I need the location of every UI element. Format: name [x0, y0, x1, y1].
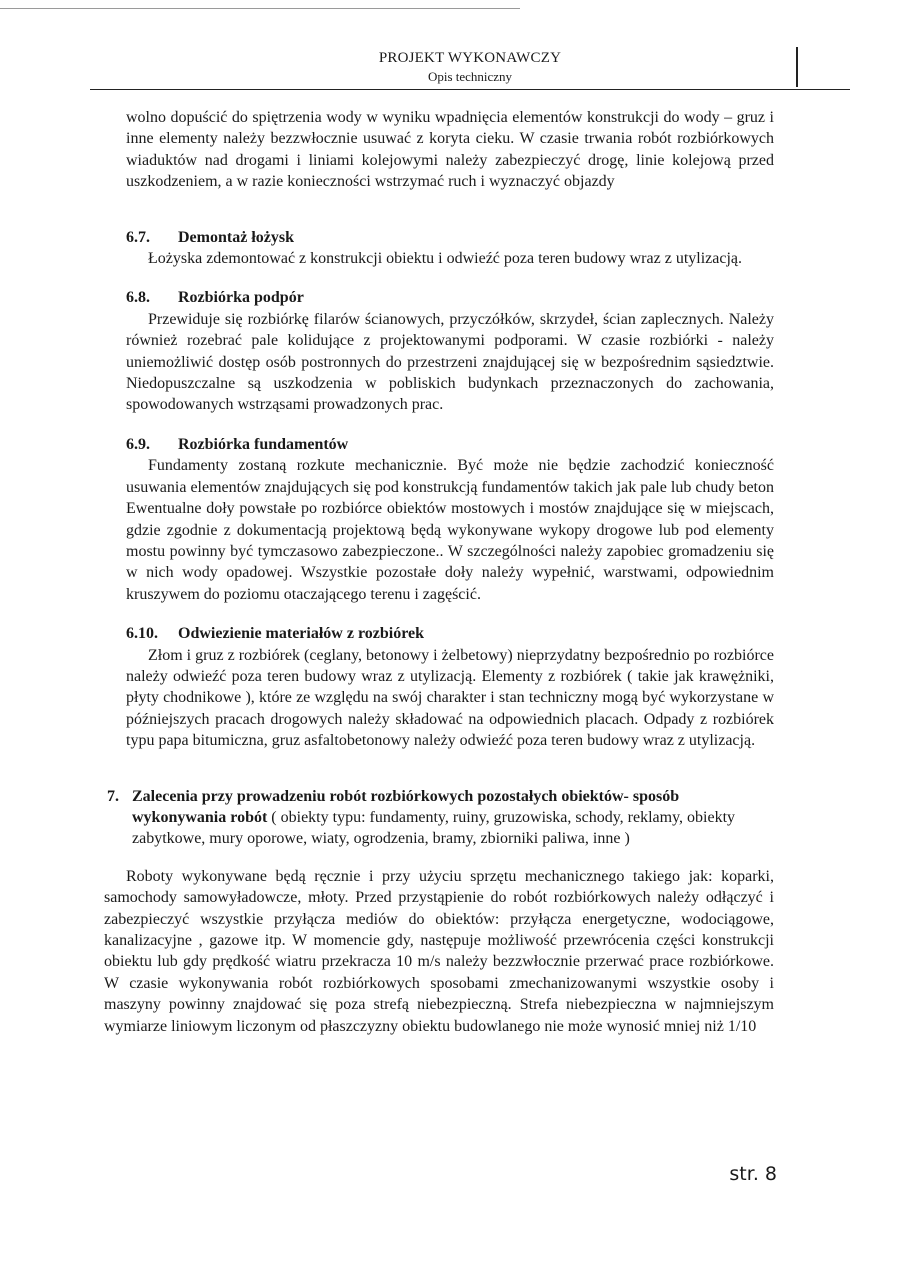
header-vertical-bar [796, 47, 798, 87]
document-body [104, 107, 774, 1037]
chapter-title: Zalecenia przy prowadzeniu robót rozbiórkowych pozostałych obiektów- sposób wykonywania robót [132, 787, 680, 826]
chapter-7 [104, 786, 774, 1037]
section-heading [126, 287, 774, 308]
page-number: str. 8 [729, 1163, 777, 1185]
section-6-7 [126, 227, 774, 270]
section-number: 6.8. [126, 289, 150, 307]
section-title: Rozbiórka podpór [178, 289, 304, 307]
section-6-9 [126, 434, 774, 605]
scan-edge-line [0, 8, 520, 9]
section-6-10 [126, 623, 774, 751]
section-title: Rozbiórka fundamentów [178, 435, 349, 453]
header-rule [90, 89, 850, 90]
page-header [90, 50, 850, 94]
chapter-number: 7. [107, 787, 119, 805]
section-heading [126, 623, 774, 644]
chapter-heading [107, 786, 774, 850]
section-body: Łożyska zdemontować z konstrukcji obiektu i odwieźć poza teren budowy wraz z utylizacją. [148, 250, 742, 268]
section-title: Odwiezienie materiałów z rozbiórek [178, 625, 425, 643]
chapter-body: Roboty wykonywane będą ręcznie i przy użyciu sprzętu mechanicznego takiego jak: koparki, samochody samowyładowcze, młoty. Przed przystąpienie do robót rozbiórkowych należy odłączyć i zabezpieczyć wszystkie przyłącza mediów do obiektów: przyłącza energetyczne, wodociągowe, kanalizacyjne , gazowe itp. W momencie gdy, następuje możliwość przewrócenia części konstrukcji obiektu lub gdy prędkość wiatru przekracza 10 m/s należy bezzwłocznie przerwać prace rozbiórkowe. W czasie wykonywania robót rozbiórkowych sposobami zmechanizowanymi wszystkie osoby i maszyny powinny znajdować się poza strefą niebezpieczną. Strefa niebezpieczna w najmniejszym wymiarze liniowym liczonym od płaszczyzny obiektu budowlanego nie może wynosić mniej niż 1/10 [104, 867, 774, 1035]
intro-paragraph: wolno dopuścić do spiętrzenia wody w wyniku wpadnięcia elementów konstrukcji do wody – gruz i inne elementy należy bezzwłocznie usuwać z koryta cieku. W czasie trwania robót rozbiórkowych wiaduktów nad drogami i liniami kolejowymi należy zabezpieczyć drogę, linie kolejową przed uszkodzeniem, a w razie konieczności wstrzymać ruch i wyznaczyć objazdy [126, 109, 774, 191]
section-body: Złom i gruz z rozbiórek (ceglany, betonowy i żelbetowy) nieprzydatny bezpośrednio po rozbiórce należy odwieźć poza teren budowy wraz z utylizacją. Elementy z rozbiórek ( takie jak krawężniki, płyty chodnikowe ), które ze względu na swój charakter i stan techniczny mogą być wykorzystane w późniejszych pracach drogowych należy składować na odpowiednich placach. Odpady z rozbiórek typu papa bitumiczna, gruz asfaltobetonowy należy odwieźć poza teren budowy wraz z utylizacją. [126, 646, 774, 750]
section-6-8 [126, 287, 774, 415]
section-body: Przewiduje się rozbiórkę filarów ścianowych, przyczółków, skrzydeł, ścian zaplecznych. Należy również rozebrać pale kolidujące z projektowanymi podporami. W czasie rozbiórki - należy uniemożliwić dostęp osób postronnych do przestrzeni znajdującej się w bezpośrednim sąsiedztwie. Niedopuszczalne są uszkodzenia w pobliskich budynkach przeznaczonych do zachowania, spowodowanych wstrząsami prowadzonych prac. [126, 310, 774, 414]
section-title: Demontaż łożysk [178, 228, 294, 246]
section-number: 6.10. [126, 625, 158, 643]
header-subtitle: Opis techniczny [427, 69, 513, 84]
section-number: 6.7. [126, 228, 150, 246]
section-number: 6.9. [126, 435, 150, 453]
section-heading [126, 434, 774, 455]
section-heading [126, 227, 774, 248]
chapter-title-scope: ( obiekty typu: fundamenty, ruiny, gruzowiska, schody, reklamy, obiekty zabytkowe, mury oporowe, wiaty, ogrodzenia, bramy, zbiorniki paliwa, inne ) [132, 808, 736, 848]
section-body: Fundamenty zostaną rozkute mechanicznie. Być może nie będzie zachodzić konieczność usuwania elementów znajdujących się pod konstrukcją fundamentów takich jak pale lub chudy beton Ewentualne doły powstałe po rozbiórce obiektów mostowych i mostów znajdujące się w miejscach, gdzie zgodnie z dokumentacją projektową będą wykonywane wykopy drogowe lub pod elementy mostu powinny być tymczasowo zabezpieczone.. W szczególności należy zapobiec gromadzeniu się w nich wody opadowej. Wszystkie pozostałe doły należy wypełnić, warstwami, odpowiednim kruszywem do poziomu otaczającego terenu i zagęścić. [126, 457, 774, 603]
header-title: PROJEKT WYKONAWCZY [378, 50, 562, 66]
